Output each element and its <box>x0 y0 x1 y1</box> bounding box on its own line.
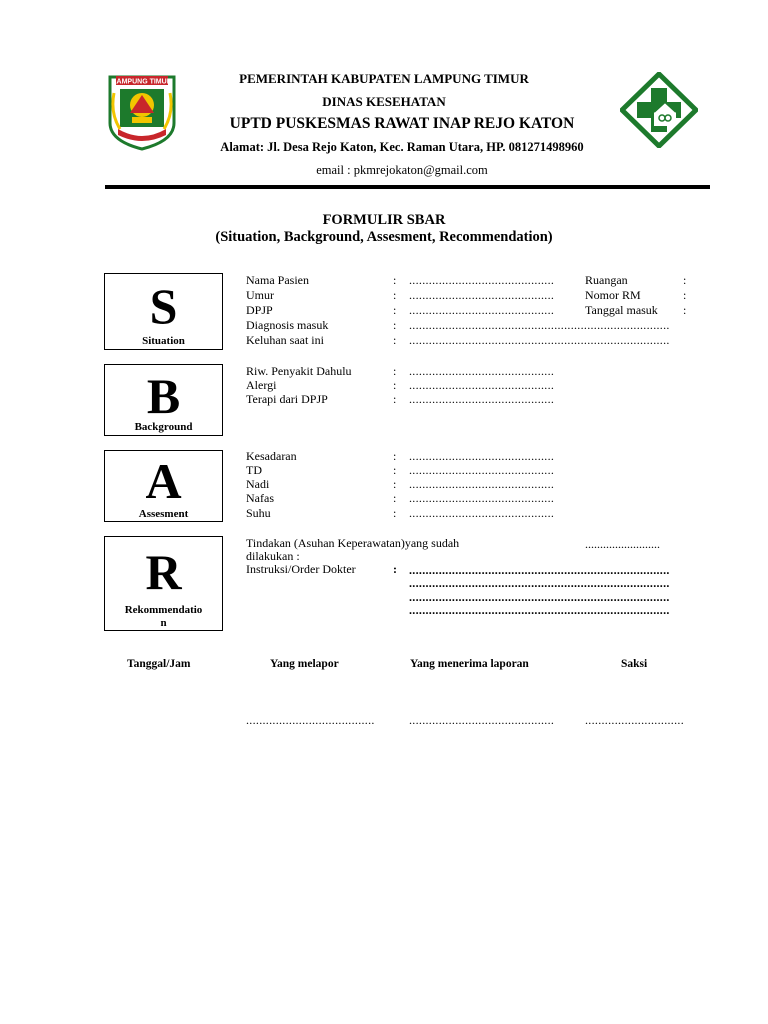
field-colon: : <box>683 303 687 317</box>
field-colon: : <box>393 463 397 477</box>
field-colon: : <box>393 449 397 463</box>
background-caption: Background <box>134 421 193 433</box>
recommendation-caption-line1: Rekommendatio <box>124 604 203 616</box>
header-divider <box>105 185 710 189</box>
assesment-letter: A <box>145 453 182 509</box>
header-line-puskesmas: UPTD PUSKESMAS RAWAT INAP REJO KATON <box>229 115 575 132</box>
field-colon: : <box>393 491 397 505</box>
field-label: Riw. Penyakit Dahulu <box>246 364 352 378</box>
field-label: Tanggal masuk <box>585 303 658 317</box>
background-box <box>104 364 223 436</box>
signature-header-reporter: Yang melapor <box>270 658 339 670</box>
tindakan-label-line2: dilakukan : <box>246 549 300 563</box>
instruksi-blank-4[interactable]: ............................................................................... <box>409 603 670 617</box>
field-colon: : <box>393 506 397 520</box>
field-blank[interactable]: ............................................ <box>409 378 555 392</box>
instruksi-blank-2[interactable]: ............................................................................... <box>409 576 670 590</box>
field-colon: : <box>683 288 687 302</box>
form-title: FORMULIR SBAR <box>322 212 446 228</box>
field-blank[interactable]: ............................................ <box>409 506 555 520</box>
signature-header-witness: Saksi <box>621 658 648 670</box>
field-blank[interactable]: ............................................ <box>409 303 555 317</box>
field-colon: : <box>393 378 397 392</box>
header-line-department: DINAS KESEHATAN <box>322 94 446 109</box>
field-label: Umur <box>246 288 274 302</box>
header-address: Alamat: Jl. Desa Rejo Katon, Kec. Raman Utara, HP. 081271498960 <box>220 140 584 154</box>
emblem-text: LAMPUNG TIMUR <box>112 78 172 86</box>
recommendation-caption-line2: n <box>160 617 167 629</box>
form-subtitle: (Situation, Background, Assesment, Recommendation) <box>215 229 553 245</box>
field-label: Nafas <box>246 491 274 505</box>
header-line-government: PEMERINTAH KABUPATEN LAMPUNG TIMUR <box>239 71 529 86</box>
signature-line-receiver[interactable]: ............................................ <box>409 713 555 727</box>
situation-caption: Situation <box>142 335 185 347</box>
field-label: Nomor RM <box>585 288 641 302</box>
instruksi-colon: : <box>393 562 397 576</box>
field-label: DPJP <box>246 303 273 317</box>
field-label: Ruangan <box>585 273 628 287</box>
instruksi-label: Instruksi/Order Dokter <box>246 562 356 576</box>
field-blank[interactable]: ............................................ <box>409 463 555 477</box>
signature-header-date: Tanggal/Jam <box>127 658 191 670</box>
field-colon: : <box>393 477 397 491</box>
field-label: Nama Pasien <box>246 273 309 287</box>
background-letter: B <box>146 368 181 424</box>
tindakan-label-line1: Tindakan (Asuhan Keperawatan)yang sudah <box>246 536 460 550</box>
field-colon: : <box>393 318 397 332</box>
assesment-box <box>104 450 223 522</box>
field-blank[interactable]: ............................................................................... <box>409 318 670 332</box>
situation-box <box>104 273 223 350</box>
field-blank[interactable]: ............................................ <box>409 392 555 406</box>
field-label: Keluhan saat ini <box>246 333 324 347</box>
field-label: Alergi <box>246 378 277 392</box>
recommendation-box <box>104 536 223 631</box>
field-blank[interactable]: ............................................ <box>409 273 555 287</box>
field-blank[interactable]: ............................................ <box>409 449 555 463</box>
header-email: email : pkmrejokaton@gmail.com <box>316 163 488 177</box>
field-blank[interactable]: ............................................ <box>409 477 555 491</box>
tindakan-blank[interactable]: ......................... <box>585 537 660 551</box>
field-blank[interactable]: ............................................ <box>409 364 555 378</box>
field-colon: : <box>683 273 687 287</box>
field-blank[interactable]: ............................................ <box>409 491 555 505</box>
field-label: Diagnosis masuk <box>246 318 329 332</box>
signature-header-receiver: Yang menerima laporan <box>410 658 529 670</box>
field-colon: : <box>393 333 397 347</box>
instruksi-blank-1[interactable]: ............................................................................... <box>409 563 670 577</box>
instruksi-blank-3[interactable]: ............................................................................... <box>409 590 670 604</box>
field-label: TD <box>246 463 262 477</box>
field-colon: : <box>393 364 397 378</box>
field-blank[interactable]: ............................................ <box>409 288 555 302</box>
field-blank[interactable]: ............................................................................... <box>409 333 670 347</box>
signature-line-witness[interactable]: .............................. <box>585 713 684 727</box>
field-label: Kesadaran <box>246 449 297 463</box>
field-colon: : <box>393 392 397 406</box>
signature-line-reporter[interactable]: ....................................... <box>246 713 375 727</box>
assesment-caption: Assesment <box>138 508 189 520</box>
field-label: Terapi dari DPJP <box>246 392 328 406</box>
field-label: Suhu <box>246 506 271 520</box>
field-label: Nadi <box>246 477 270 491</box>
field-colon: : <box>393 273 397 287</box>
field-colon: : <box>393 288 397 302</box>
field-colon: : <box>393 303 397 317</box>
recommendation-letter: R <box>145 544 182 600</box>
situation-letter: S <box>149 278 178 334</box>
